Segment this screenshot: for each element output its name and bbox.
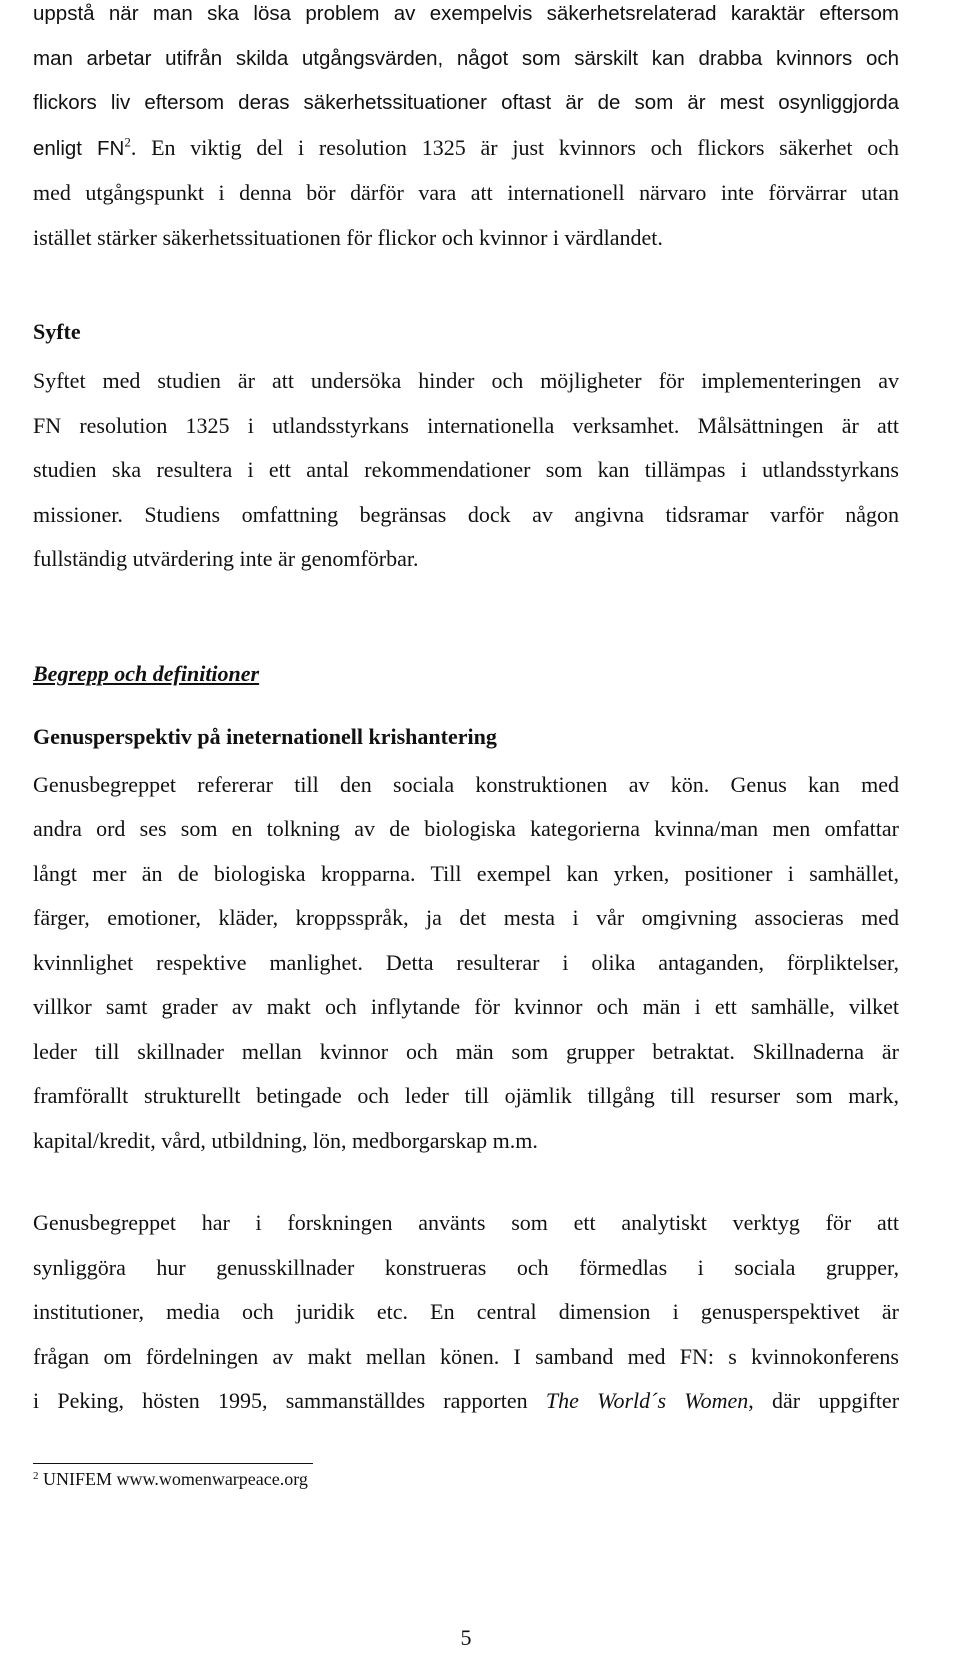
- intro-paragraph: [33, 0, 899, 126]
- footnote: [33, 1468, 308, 1490]
- text-line: FN resolution 1325 i utlandsstyrkans internationella verksamhet. Målsättningen är att: [33, 412, 899, 438]
- footnote-number: 2: [33, 1470, 39, 1482]
- footnote-reference: 2: [124, 134, 131, 150]
- text-line: leder till skillnader mellan kvinnor och män som grupper betraktat. Skillnaderna är: [33, 1038, 899, 1064]
- text-line: villkor samt grader av makt och inflytande för kvinnor och män i ett samhälle, vilket: [33, 994, 899, 1019]
- text-line: institutioner, media och juridik etc. En central dimension i genusperspektivet är: [33, 1299, 899, 1324]
- text-line: missioner. Studiens omfattning begränsas dock av angivna tidsramar varför någon: [33, 501, 899, 527]
- text-line: frågan om fördelningen av makt mellan könen. I samband med FN: s kvinnokonferens: [33, 1343, 899, 1369]
- begrepp-paragraph-1: [33, 763, 899, 1164]
- subsection-heading: Genusperspektiv på ineternationell krishantering: [33, 723, 497, 749]
- text-line: andra ord ses som en tolkning av de biologiska kategorierna kvinna/man men omfattar: [33, 816, 899, 841]
- text-line: Genusbegreppet har i forskningen använts som ett analytiskt verktyg för att: [33, 1210, 899, 1235]
- text-line: Syftet med studien är att undersöka hinder och möjligheter för implementeringen av: [33, 368, 899, 393]
- footnote-text: UNIFEM www.womenwarpeace.org: [38, 1469, 308, 1489]
- text-line: kvinnlighet respektive manlighet. Detta resulterar i olika antaganden, förpliktelser,: [33, 949, 899, 975]
- footnote-divider: [33, 1463, 313, 1464]
- text-line: studien ska resultera i ett antal rekommendationer som kan tillämpas i utlandsstyrkans: [33, 457, 899, 482]
- text-line: Genusbegreppet refererar till den sociala konstruktionen av kön. Genus kan med: [33, 771, 899, 797]
- text-line: man arbetar utifrån skilda utgångsvärden, något som särskilt kan drabba kvinnors och: [33, 46, 899, 70]
- text-line: synliggöra hur genusskillnader konstrueras och förmedlas i sociala grupper,: [33, 1254, 899, 1280]
- document-page: [33, 0, 900, 1650]
- text-line: framförallt strukturellt betingade och leder till ojämlik tillgång till resurser som mark,: [33, 1083, 899, 1108]
- syfte-paragraph: [33, 359, 899, 582]
- begrepp-paragraph-2: [33, 1201, 899, 1424]
- report-title: The World´s Women: [545, 1388, 749, 1413]
- text-line: [33, 1379, 899, 1424]
- text-fragment: enligt FN: [33, 136, 125, 160]
- text-line: fullständig utvärdering inte är genomförbar.: [33, 546, 419, 571]
- text-line: [33, 126, 899, 172]
- text-line: färger, emotioner, kläder, kroppsspråk, ja det mesta i vår omgivning associeras med: [33, 905, 899, 930]
- text-line: flickors liv eftersom deras säkerhetssituationer oftast är de som är mest osynliggjorda: [33, 91, 899, 114]
- text-line: uppstå när man ska lösa problem av exempelvis säkerhetsrelaterad karaktär eftersom: [33, 2, 899, 25]
- text-fragment: i Peking, hösten 1995, sammanställdes rapporten: [33, 1388, 546, 1413]
- text-fragment: , där uppgifter: [748, 1388, 900, 1413]
- section-heading-syfte: Syfte: [33, 319, 81, 344]
- text-fragment: . En viktig del i resolution 1325 är just kvinnors och flickors säkerhet och: [130, 134, 899, 160]
- text-line: långt mer än de biologiska kropparna. Till exempel kan yrken, positioner i samhället,: [33, 860, 899, 886]
- section-heading-begrepp: Begrepp och definitioner: [33, 660, 260, 686]
- page-number: 5: [460, 1625, 472, 1650]
- text-line: kapital/kredit, vård, utbildning, lön, medborgarskap m.m.: [33, 1127, 538, 1153]
- text-line: med utgångspunkt i denna bör därför vara att internationell närvaro inte förvärrar utan: [33, 180, 899, 205]
- text-line: istället stärker säkerhetssituationen för flickor och kvinnor i värdlandet.: [33, 224, 663, 250]
